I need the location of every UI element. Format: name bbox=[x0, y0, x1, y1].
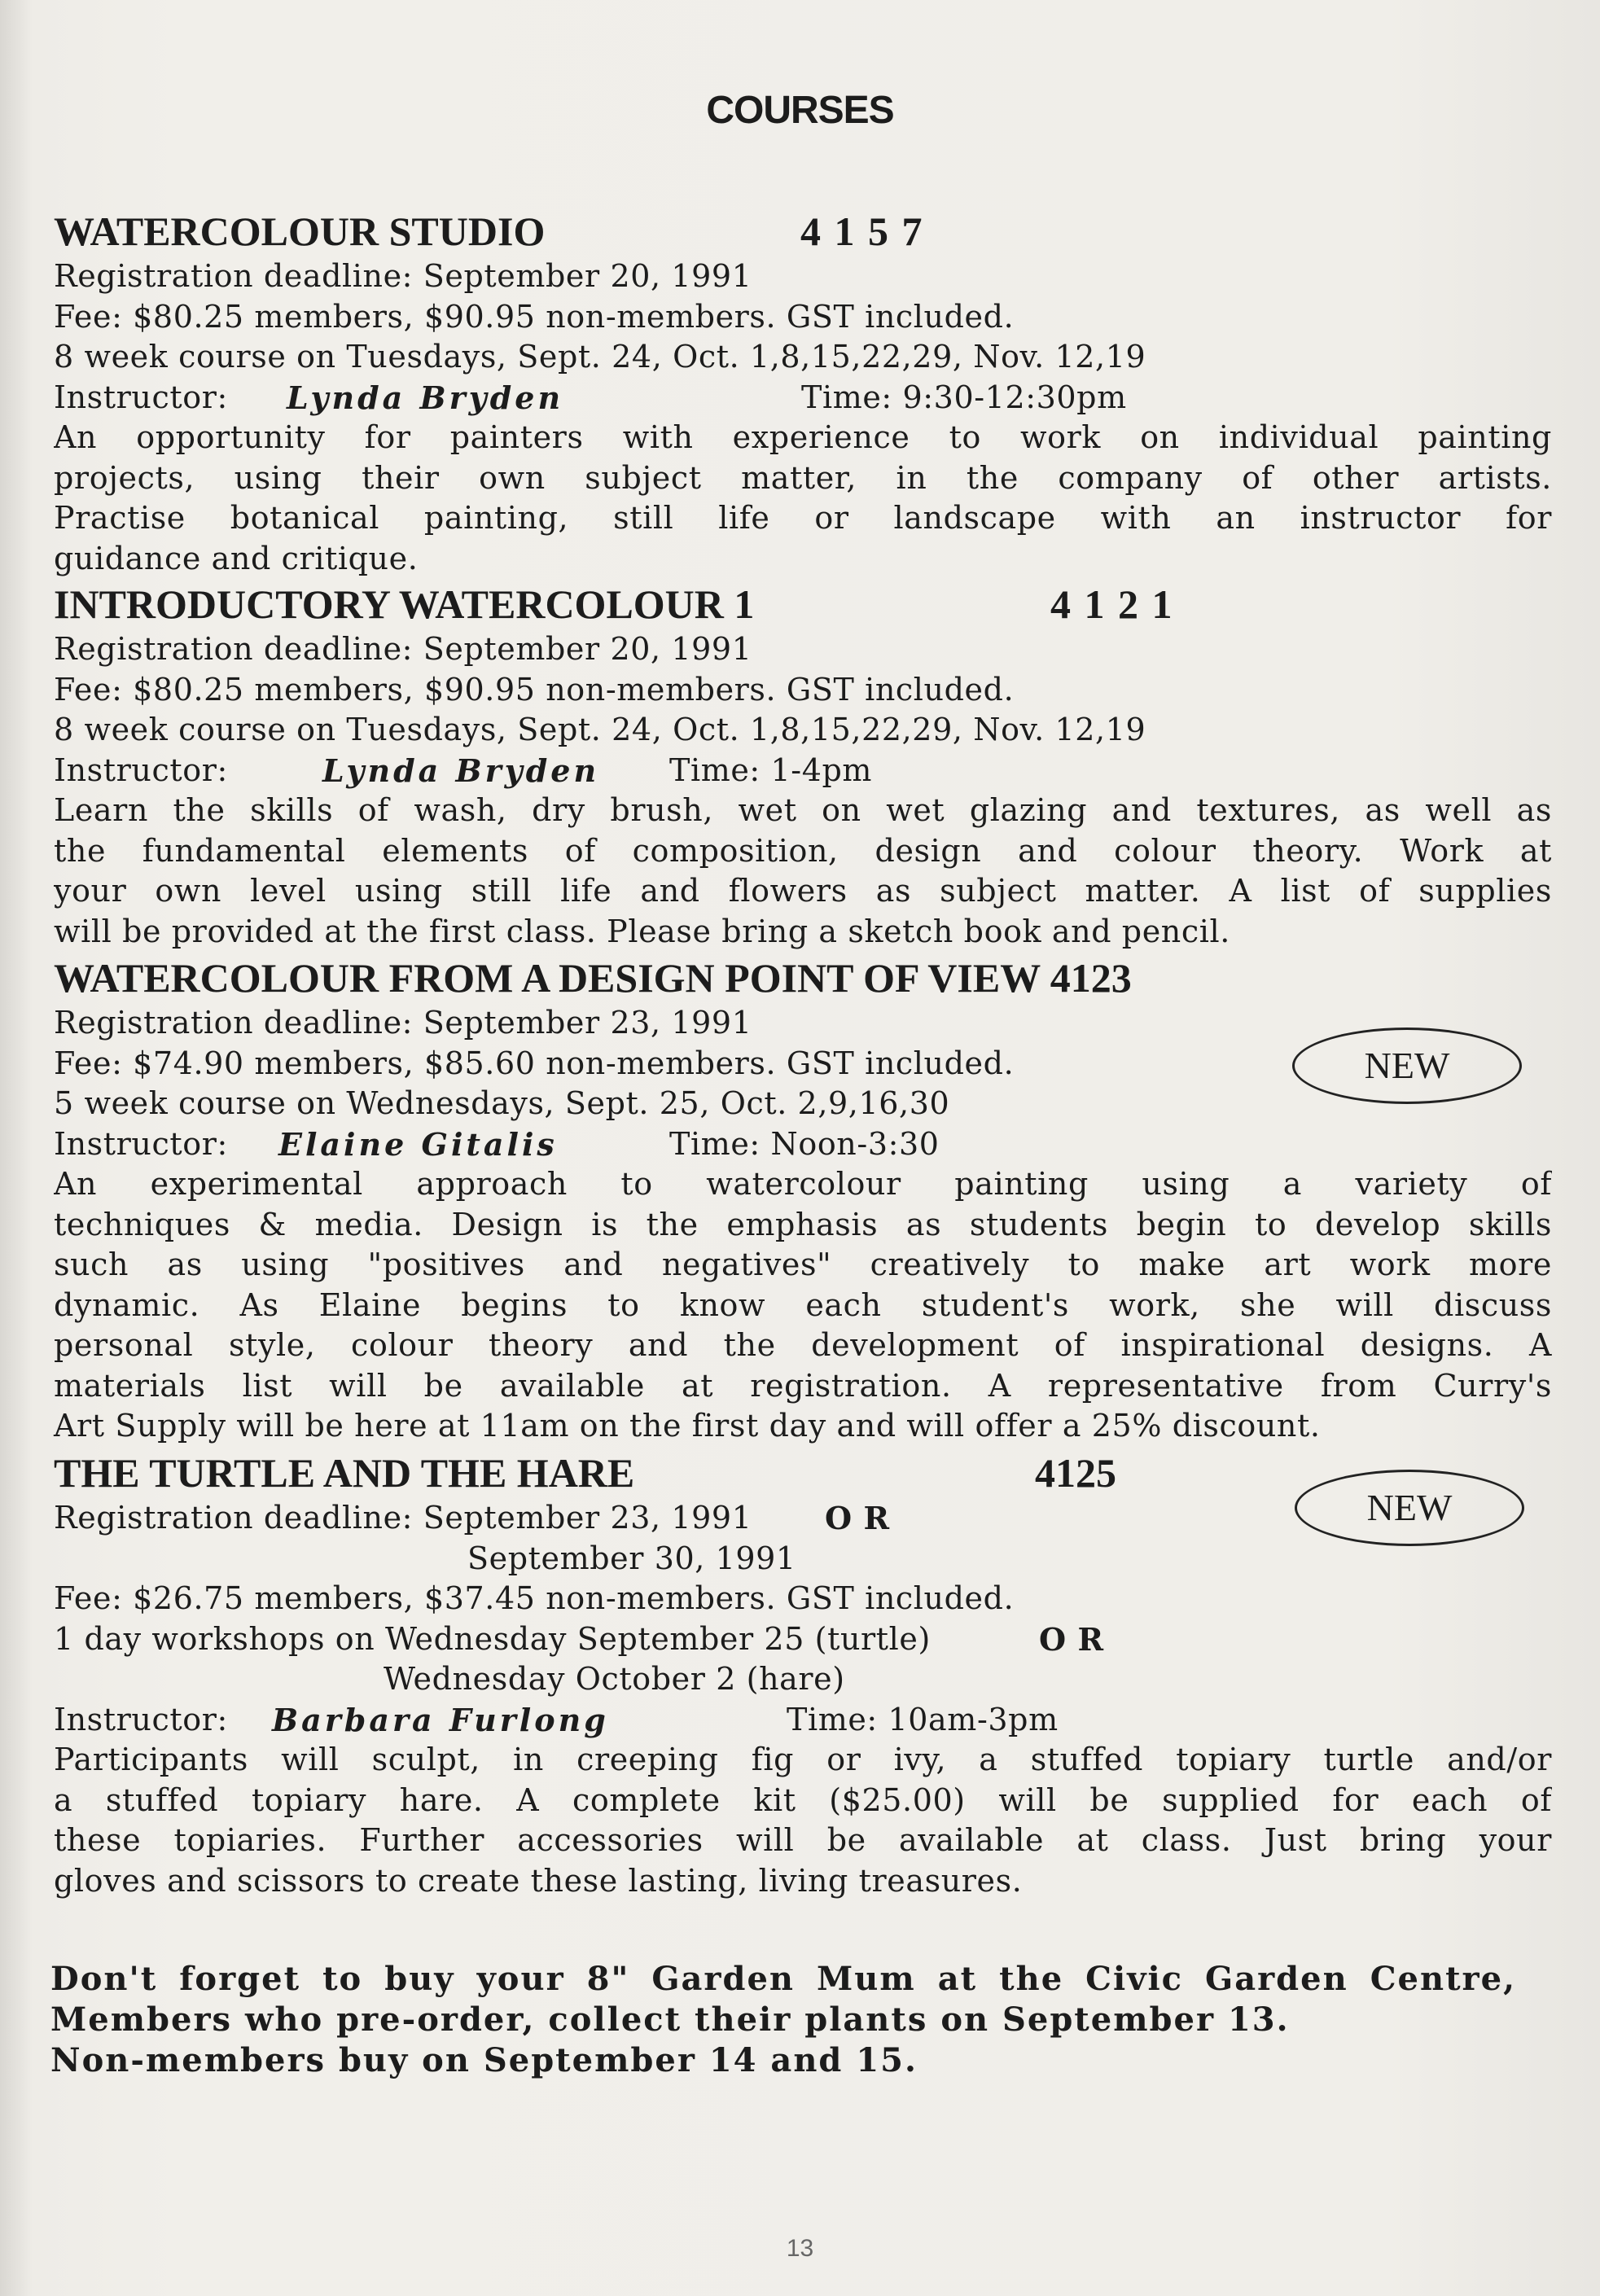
instructor-label: Instructor: bbox=[54, 379, 228, 415]
course-title: THE TURTLE AND THE HARE bbox=[54, 1450, 635, 1496]
description-line: An opportunity for painters with experience to work on individual painting bbox=[54, 419, 1552, 455]
instructor-label: Instructor: bbox=[54, 751, 228, 788]
description-line: personal style, colour theory and the development of inspirational designs. A bbox=[54, 1327, 1552, 1363]
schedule-alt bbox=[54, 1659, 1552, 1700]
course-heading bbox=[54, 953, 1552, 1003]
or-word: O R bbox=[1039, 1620, 1104, 1658]
course-title: WATERCOLOUR FROM A DESIGN POINT OF VIEW 4123 bbox=[54, 955, 1132, 1001]
schedule-row bbox=[54, 1619, 1552, 1660]
description-line: projects, using their own subject matter, in the company of other artists. bbox=[54, 459, 1552, 496]
or-word: O R bbox=[825, 1500, 890, 1536]
reminder-line: Non-members buy on September 14 and 15. bbox=[50, 2041, 918, 2079]
description-line: Learn the skills of wash, dry brush, wet on wet glazing and textures, as well as bbox=[54, 792, 1552, 828]
schedule: 8 week course on Tuesdays, Sept. 24, Oct. 1,8,15,22,29, Nov. 12,19 bbox=[54, 712, 1146, 747]
course-number: 4 1 2 1 bbox=[1050, 581, 1174, 627]
instructor-row bbox=[54, 1124, 1552, 1165]
course-time: Time: 1-4pm bbox=[669, 751, 873, 788]
instructor-name: Lynda Bryden bbox=[287, 379, 564, 416]
description-line: Art Supply will be here at 11am on the first day and will offer a 25% discount. bbox=[54, 1408, 1321, 1444]
description-line: a stuffed topiary hare. A complete kit ($25.00) will be supplied for each of bbox=[54, 1781, 1552, 1818]
description-line: techniques & media. Design is the emphasis as students begin to develop skills bbox=[54, 1206, 1552, 1242]
reminder-line: Don't forget to buy your 8" Garden Mum at the Civic Garden Centre, bbox=[50, 1960, 1516, 1998]
registration-deadline: Registration deadline: September 20, 1991 bbox=[54, 631, 752, 667]
course-time: Time: Noon-3:30 bbox=[669, 1125, 940, 1162]
reminder-line: Members who pre-order, collect their plants on September 13. bbox=[50, 2000, 1290, 2039]
course-heading bbox=[54, 579, 1552, 629]
schedule-alt-text: Wednesday October 2 (hare) bbox=[384, 1661, 845, 1697]
course-heading bbox=[54, 206, 1552, 256]
instructor-name: Lynda Bryden bbox=[322, 751, 600, 789]
course-title: WATERCOLOUR STUDIO bbox=[54, 208, 546, 254]
course-watercolour-design bbox=[54, 953, 1552, 1447]
course-watercolour-studio bbox=[54, 206, 1552, 579]
description-line: gloves and scissors to create these lasting, living treasures. bbox=[54, 1862, 1023, 1899]
instructor-name: Elaine Gitalis bbox=[278, 1125, 558, 1163]
description-line: these topiaries. Further accessories will be available at class. Just bring your bbox=[54, 1822, 1552, 1858]
registration-deadline: Registration deadline: September 23, 1991 bbox=[54, 1005, 752, 1041]
description-line: will be provided at the first class. Please bring a sketch book and pencil. bbox=[54, 913, 1230, 949]
description-line: Practise botanical painting, still life or landscape with an instructor for bbox=[54, 500, 1552, 536]
schedule: 1 day workshops on Wednesday September 25 (turtle) bbox=[54, 1620, 931, 1657]
description-line: your own level using still life and flowers as subject matter. A list of supplies bbox=[54, 873, 1552, 909]
description-line: An experimental approach to watercolour painting using a variety of bbox=[54, 1166, 1552, 1202]
new-badge: NEW bbox=[1295, 1470, 1524, 1546]
instructor-label: Instructor: bbox=[54, 1125, 228, 1162]
fee: Fee: $80.25 members, $90.95 non-members. GST included. bbox=[54, 298, 1015, 335]
page-number: 13 bbox=[786, 2235, 814, 2262]
page-title: COURSES bbox=[706, 89, 894, 132]
description-line: Participants will sculpt, in creeping fig or ivy, a stuffed topiary turtle and/or bbox=[54, 1742, 1552, 1777]
description-line: the fundamental elements of composition, design and colour theory. Work at bbox=[54, 832, 1552, 869]
fee: Fee: $74.90 members, $85.60 non-members. GST included. bbox=[54, 1045, 1015, 1081]
instructor-row bbox=[54, 751, 1552, 791]
instructor-row bbox=[54, 1700, 1552, 1741]
schedule: 8 week course on Tuesdays, Sept. 24, Oct. 1,8,15,22,29, Nov. 12,19 bbox=[54, 339, 1146, 375]
course-number: 4125 bbox=[1035, 1450, 1116, 1496]
garden-mum-reminder bbox=[50, 1959, 1516, 2081]
schedule: 5 week course on Wednesdays, Sept. 25, Oct. 2,9,16,30 bbox=[54, 1085, 950, 1121]
description-line: dynamic. As Elaine begins to know each student's work, she will discuss bbox=[54, 1286, 1552, 1323]
description-line: such as using "positives and negatives" creatively to make art work more bbox=[54, 1247, 1552, 1282]
course-introductory-watercolour bbox=[54, 579, 1552, 952]
fee: Fee: $80.25 members, $90.95 non-members. GST included. bbox=[54, 671, 1015, 708]
registration-deadline: Registration deadline: September 20, 1991 bbox=[54, 258, 752, 294]
description-line: guidance and critique. bbox=[54, 540, 419, 576]
course-number: 4 1 5 7 bbox=[800, 208, 924, 254]
description-line: materials list will be available at registration. A representative from Curry's bbox=[54, 1367, 1552, 1404]
registration-deadline-alt-text: September 30, 1991 bbox=[467, 1540, 796, 1576]
instructor-row bbox=[54, 378, 1552, 418]
new-badge: NEW bbox=[1292, 1028, 1522, 1104]
registration-deadline-alt bbox=[54, 1539, 1552, 1580]
course-title: INTRODUCTORY WATERCOLOUR 1 bbox=[54, 581, 755, 627]
instructor-name: Barbara Furlong bbox=[272, 1701, 609, 1738]
instructor-label: Instructor: bbox=[54, 1701, 228, 1737]
course-time: Time: 10am-3pm bbox=[787, 1701, 1059, 1737]
registration-deadline: Registration deadline: September 23, 1991 bbox=[54, 1500, 752, 1536]
course-time: Time: 9:30-12:30pm bbox=[801, 379, 1127, 415]
fee: Fee: $26.75 members, $37.45 non-members. GST included. bbox=[54, 1580, 1015, 1616]
